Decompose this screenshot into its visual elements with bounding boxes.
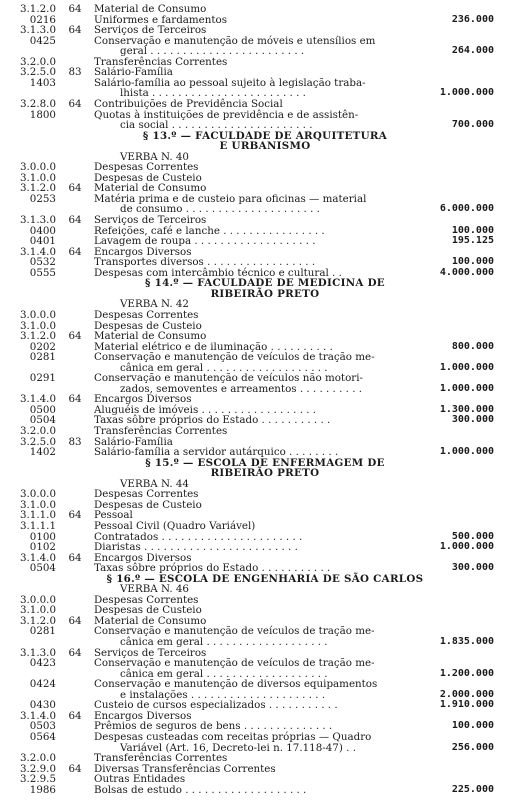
amount-value: 264.000: [451, 45, 494, 57]
item-description: Conservação e manutenção de móveis e utensílios em: [94, 34, 376, 47]
account-code: 0401: [29, 235, 56, 248]
amount-value: 6.000.000: [439, 203, 494, 215]
section-heading-text: E URBANISMO: [219, 140, 311, 153]
account-code: 3.1.2.0: [19, 330, 56, 343]
item-description: Salário-Família: [94, 66, 173, 79]
account-code: 3.1.0.0: [19, 604, 56, 617]
account-code: 1986: [29, 783, 56, 796]
item-description: Despesas Correntes: [94, 308, 199, 321]
item-description: de consumo . . . . . . . . . . . . . . . . . . . . .: [120, 203, 320, 216]
account-code: 0100: [29, 530, 56, 543]
account-code: 3.1.3.0: [19, 214, 56, 226]
item-description: Encargos Diversos: [94, 245, 192, 258]
item-description: Salário-Família: [94, 435, 173, 448]
account-code: 3.1.0.0: [19, 319, 56, 332]
account-code: 0202: [29, 340, 56, 353]
item-description: lhista . . . . . . . . . . . . . . . . . . . . . . . .: [120, 87, 306, 100]
amount-value: 236.000: [451, 13, 494, 25]
item-description: Pessoal: [94, 509, 133, 522]
item-description: zados, semoventes e arreamentos . . . . . . . . . .: [120, 382, 363, 395]
section-heading-text: § 13.º — FACULDADE DE ARQUITETURA: [142, 129, 388, 142]
amount-value: 100.000: [451, 720, 494, 732]
item-description: cânica em geral . . . . . . . . . . . . . . . . . . .: [120, 361, 328, 374]
account-code: 3.2.0.0: [19, 752, 56, 765]
item-description: cânica em geral . . . . . . . . . . . . . . . . . . .: [120, 636, 328, 648]
amount-value: 1.000.000: [439, 361, 494, 373]
account-code: 3.1.0.0: [19, 498, 56, 511]
item-description: Aluguéis de imóveis . . . . . . . . . . . . . . . . . .: [94, 403, 317, 416]
category-code: 64: [68, 762, 82, 775]
section-heading-text: RIBEIRÃO PRETO: [210, 287, 320, 300]
amount-value: 1.000.000: [439, 382, 494, 394]
account-code: 3.1.1.1: [19, 519, 56, 532]
amount-value: 300.000: [451, 414, 494, 426]
item-description: Despesas Correntes: [94, 488, 199, 501]
account-code: 0281: [29, 351, 56, 364]
item-description: Despesas Correntes: [94, 593, 199, 606]
account-code: 3.2.0.0: [19, 55, 56, 68]
item-description: Salário-família a servidor autárquico . . . . . . . .: [94, 446, 339, 459]
amount-value: 1.000.000: [439, 541, 494, 553]
amount-value: 1.835.000: [439, 636, 494, 647]
item-description: Serviços de Terceiros: [94, 24, 207, 37]
account-code: 1402: [29, 446, 56, 459]
item-description: Diversas Transferências Correntes: [94, 762, 276, 775]
account-code: 3.0.0.0: [19, 308, 56, 321]
item-description: Conservação e manutenção de veículos de tração me-: [94, 657, 375, 670]
category-code: 64: [68, 614, 82, 627]
item-description: Despesas de Custeio: [94, 171, 202, 184]
account-code: 3.0.0.0: [19, 593, 56, 606]
section-heading-text: § 14.º — FACULDADE DE MEDICINA DE: [145, 277, 385, 290]
item-description: Uniformes e fardamentos: [94, 13, 228, 26]
item-description: Conservação e manutenção de diversos equipamentos: [94, 678, 378, 691]
item-description: Prêmios de seguros de bens . . . . . . . . . . . . . .: [94, 720, 333, 733]
amount-value: 195.125: [451, 235, 494, 247]
category-code: 64: [68, 97, 82, 110]
item-description: Conservação e manutenção de veículos de tração me-: [94, 625, 375, 638]
item-description: Transferências Correntes: [94, 55, 228, 68]
item-description: Contribuições de Previdência Social: [94, 97, 283, 110]
category-code: 64: [68, 509, 82, 522]
item-description: Refeições, café e lanche . . . . . . . . . . . . . . . .: [94, 224, 325, 237]
category-code: 64: [68, 3, 82, 15]
item-description: Transportes diversos . . . . . . . . . . . . . . . . .: [94, 256, 316, 269]
verba-label: VERBA N. 40: [120, 150, 189, 163]
amount-value: 100.000: [451, 256, 494, 268]
item-description: Encargos Diversos: [94, 551, 192, 564]
amount-value: 256.000: [451, 741, 494, 753]
category-code: 83: [68, 66, 82, 79]
verba-label: VERBA N. 44: [120, 477, 189, 490]
item-description: Material elétrico e de iluminação . . . . . . . . . .: [94, 340, 333, 353]
amount-value: 4.000.000: [439, 266, 494, 278]
account-code: 3.1.3.0: [19, 646, 56, 659]
amount-value: 100.000: [451, 224, 494, 236]
account-code: 3.2.9.0: [19, 762, 56, 775]
item-description: Despesas custeadas com receitas próprias — Quadro: [94, 730, 372, 743]
item-description: Conservação e manutenção de veículos de tração me-: [94, 351, 375, 364]
item-description: Taxas sôbre próprios do Estado . . . . . . . . . . .: [94, 414, 331, 427]
amount-value: 225.000: [451, 783, 494, 795]
item-description: Despesas Correntes: [94, 161, 199, 174]
account-code: 3.2.5.0: [19, 435, 56, 448]
account-code: 0504: [29, 562, 56, 575]
item-description: Serviços de Terceiros: [94, 214, 207, 226]
account-code: 0291: [29, 372, 56, 385]
item-description: Transferências Correntes: [94, 752, 228, 765]
item-description: Material de Consumo: [94, 182, 207, 195]
account-code: 1403: [29, 76, 56, 89]
account-code: 3.1.4.0: [19, 245, 56, 258]
category-code: 64: [68, 330, 82, 343]
account-code: 3.1.2.0: [19, 614, 56, 627]
account-code: 0500: [29, 403, 56, 416]
account-code: 3.1.4.0: [19, 709, 56, 722]
amount-value: 700.000: [451, 119, 494, 131]
item-description: geral . . . . . . . . . . . . . . . . . . . . . . . .: [120, 45, 305, 58]
account-code: 3.0.0.0: [19, 488, 56, 501]
item-description: Contratados . . . . . . . . . . . . . . . . . . . . . .: [94, 530, 303, 543]
account-code: 3.2.0.0: [19, 425, 56, 437]
item-description: Transferências Correntes: [94, 425, 228, 437]
account-code: 3.1.2.0: [19, 3, 56, 15]
category-code: 64: [68, 182, 82, 195]
account-code: 0102: [29, 541, 56, 554]
item-description: Material de Consumo: [94, 330, 207, 343]
account-code: 0253: [29, 192, 56, 205]
item-description: Material de Consumo: [94, 3, 207, 15]
account-code: 3.1.1.0: [19, 509, 56, 522]
item-description: Despesas de Custeio: [94, 498, 202, 511]
amount-value: 1.910.000: [439, 699, 494, 711]
category-code: 64: [68, 214, 82, 226]
account-code: 3.1.4.0: [19, 393, 56, 406]
item-description: Serviços de Terceiros: [94, 646, 207, 659]
item-description: Quotas à instituições de previdência e de assistên-: [94, 108, 359, 121]
account-code: 3.1.3.0: [19, 24, 56, 37]
item-description: Bolsas de estudo . . . . . . . . . . . . . . . . . . .: [94, 783, 307, 796]
item-description: Encargos Diversos: [94, 709, 192, 722]
section-heading-text: § 15.º — ESCOLA DE ENFERMAGEM DE: [145, 456, 385, 469]
amount-value: 800.000: [451, 340, 494, 352]
account-code: 3.1.0.0: [19, 171, 56, 184]
item-description: Salário-família ao pessoal sujeito à legislação traba-: [94, 76, 366, 89]
account-code: 0423: [29, 657, 56, 670]
item-description: Lavagem de roupa . . . . . . . . . . . . . . . . . . .: [94, 235, 316, 248]
account-code: 3.0.0.0: [19, 161, 56, 174]
amount-value: 1.000.000: [439, 446, 494, 458]
item-description: cia social . . . . . . . . . . . . . . . . . . . . . .: [120, 119, 313, 132]
amount-value: 2.000.000: [439, 688, 494, 700]
item-description: Custeio de cursos especializados . . . . . . . . . . .: [94, 699, 338, 712]
budget-row: [0, 784, 530, 796]
account-code: 3.2.9.5: [19, 773, 56, 786]
item-description: Taxas sôbre próprios do Estado . . . . . . . . . . .: [94, 562, 331, 575]
item-description: Despesas com intercâmbio técnico e cultural . .: [94, 266, 342, 279]
item-description: cânica em geral . . . . . . . . . . . . . . . . . . .: [120, 667, 328, 680]
account-code: 1800: [29, 108, 56, 121]
item-description: Outras Entidades: [94, 773, 186, 786]
account-code: 3.1.4.0: [19, 551, 56, 564]
account-code: 0424: [29, 678, 56, 691]
category-code: 64: [68, 245, 82, 258]
section-heading-text: RIBEIRÃO PRETO: [210, 467, 320, 480]
account-code: 0281: [29, 625, 56, 638]
account-code: 0400: [29, 224, 56, 237]
account-code: 0555: [29, 266, 56, 279]
category-code: 64: [68, 393, 82, 406]
item-description: Encargos Diversos: [94, 393, 192, 406]
category-code: 64: [68, 709, 82, 722]
account-code: 3.2.8.0: [19, 97, 56, 110]
item-description: Variável (Art. 16, Decreto-lei n. 17.118-47) . .: [120, 741, 356, 754]
amount-value: 1.300.000: [439, 403, 494, 415]
account-code: 0564: [29, 730, 56, 743]
account-code: 0425: [29, 34, 56, 47]
account-code: 0216: [29, 13, 56, 26]
account-code: 3.2.5.0: [19, 66, 56, 79]
item-description: Despesas de Custeio: [94, 319, 202, 332]
verba-label: VERBA N. 42: [120, 298, 189, 311]
verba-label: VERBA N. 46: [120, 583, 189, 596]
category-code: 83: [68, 435, 82, 448]
category-code: 64: [68, 551, 82, 564]
category-code: 64: [68, 646, 82, 659]
section-heading-text: § 16.º — ESCOLA DE ENGENHARIA DE SÃO CARLOS: [106, 572, 424, 585]
item-description: Pessoal Civil (Quadro Variável): [94, 519, 256, 532]
account-code: 0504: [29, 414, 56, 427]
item-description: e instalações . . . . . . . . . . . . . . . . . . . . .: [120, 688, 326, 701]
item-description: Diaristas . . . . . . . . . . . . . . . . . . . . . . . .: [94, 541, 298, 554]
amount-value: 1.000.000: [439, 87, 494, 99]
account-code: 0532: [29, 256, 56, 269]
amount-value: 1.200.000: [439, 667, 494, 679]
item-description: Matéria prima e de custeio para oficinas — material: [94, 192, 367, 205]
account-code: 0503: [29, 720, 56, 733]
item-description: Conservação e manutenção de veículos não motori-: [94, 372, 363, 385]
account-code: 0430: [29, 699, 56, 712]
item-description: Despesas de Custeio: [94, 604, 202, 617]
amount-value: 500.000: [451, 530, 494, 542]
item-description: Material de Consumo: [94, 614, 207, 627]
account-code: 3.1.2.0: [19, 182, 56, 195]
category-code: 64: [68, 24, 82, 37]
amount-value: 300.000: [451, 562, 494, 574]
